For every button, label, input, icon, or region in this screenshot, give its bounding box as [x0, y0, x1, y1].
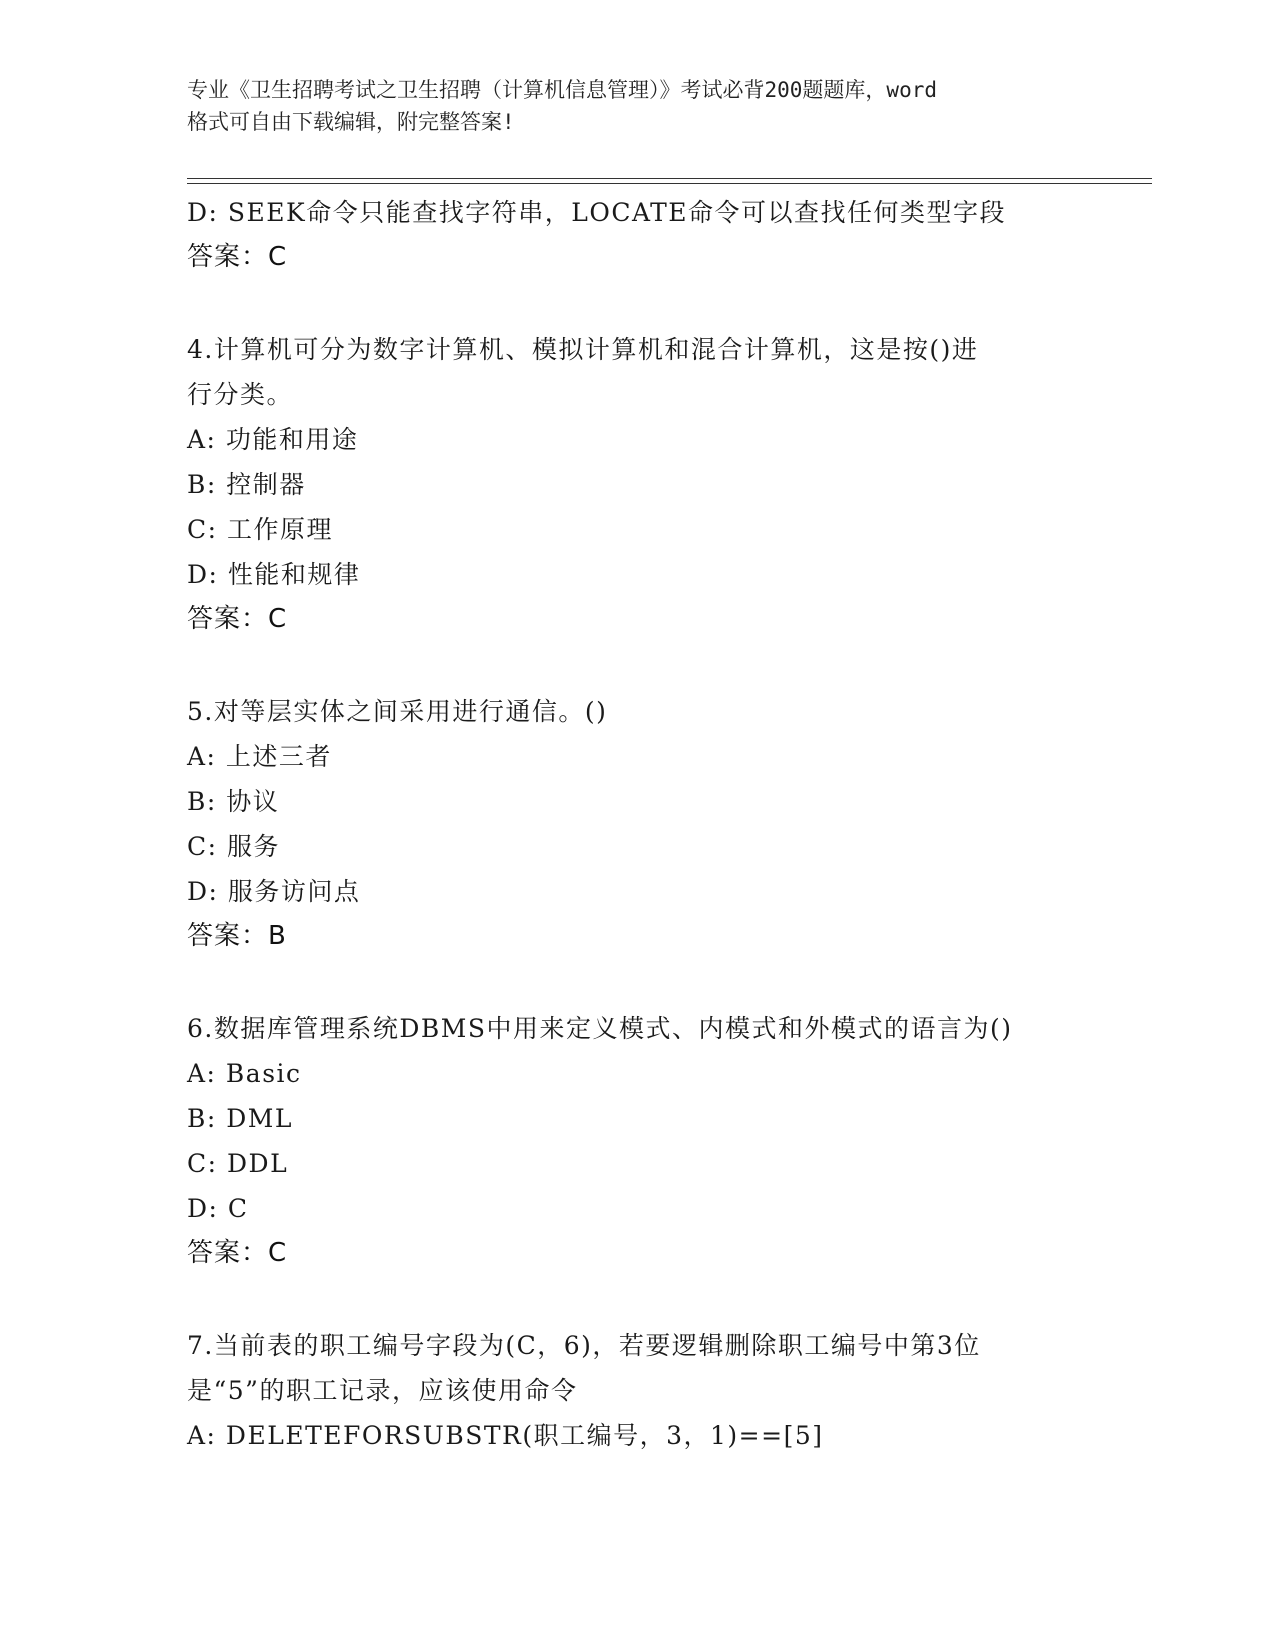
question-stem: 7.当前表的职工编号字段为(C，6)，若要逻辑删除职工编号中第3位 — [187, 1331, 981, 1360]
option-a: A: 上述三者 — [187, 742, 332, 771]
option-b: B: 协议 — [187, 787, 280, 816]
header-line-2: 格式可自由下载编辑，附完整答案! — [187, 110, 515, 134]
option-c: C: 工作原理 — [187, 515, 333, 544]
answer-line: 答案：C — [187, 242, 288, 272]
answer-line: 答案：C — [187, 1238, 288, 1268]
document-body — [187, 190, 1127, 1458]
question-7 — [187, 1323, 1127, 1458]
question-3-remainder — [187, 190, 1127, 280]
question-stem: 6.数据库管理系统DBMS中用来定义模式、内模式和外模式的语言为() — [187, 1014, 1013, 1043]
option-a: A: 功能和用途 — [187, 425, 359, 454]
header-line-1: 专业《卫生招聘考试之卫生招聘（计算机信息管理）》考试必背200题题库，word — [187, 78, 937, 102]
option-b: B: DML — [187, 1104, 293, 1133]
option-d: D: 性能和规律 — [187, 560, 361, 589]
question-6 — [187, 1006, 1127, 1276]
option-d: D: C — [187, 1194, 249, 1223]
option-c: C: DDL — [187, 1149, 289, 1178]
option-c: C: 服务 — [187, 832, 280, 861]
answer-line: 答案：C — [187, 604, 288, 634]
header-rule-bottom — [187, 183, 1152, 184]
question-stem: 4.计算机可分为数字计算机、模拟计算机和混合计算机，这是按()进 — [187, 335, 979, 364]
answer-line: 答案：B — [187, 921, 287, 951]
option-b: B: 控制器 — [187, 470, 306, 499]
header-rule-top — [187, 178, 1152, 179]
page-header — [187, 74, 1087, 138]
option-a: A: Basic — [187, 1059, 302, 1088]
question-stem-continued: 是“5”的职工记录，应该使用命令 — [187, 1376, 578, 1405]
option-d: D: 服务访问点 — [187, 877, 361, 906]
question-stem: 5.对等层实体之间采用进行通信。() — [187, 697, 608, 726]
question-stem-continued: 行分类。 — [187, 380, 294, 409]
question-5 — [187, 689, 1127, 959]
option-a: A: DELETEFORSUBSTR(职工编号，3，1)==[5] — [187, 1421, 824, 1450]
option-d: D: SEEK命令只能查找字符串，LOCATE命令可以查找任何类型字段 — [187, 198, 1007, 227]
question-4 — [187, 327, 1127, 642]
